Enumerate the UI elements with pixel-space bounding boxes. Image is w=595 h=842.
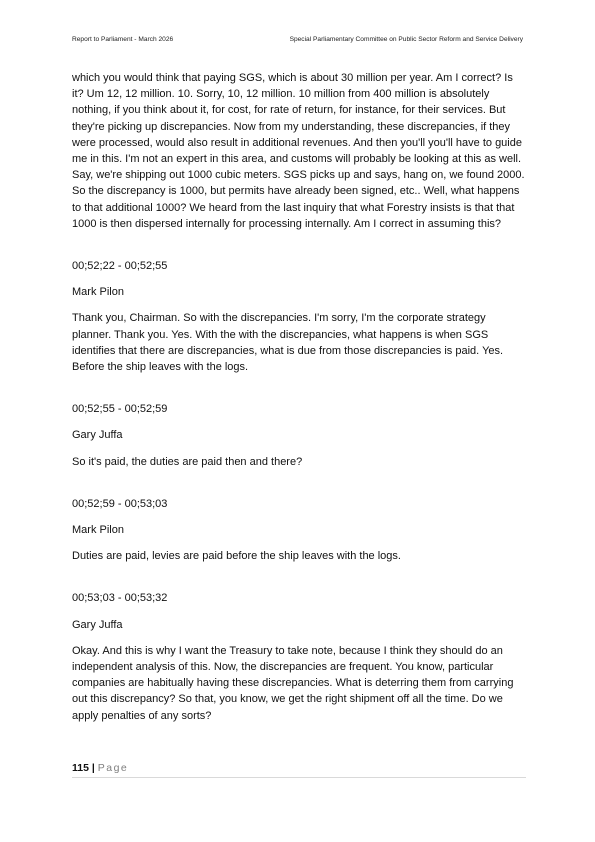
page-number: 115 [72, 762, 89, 774]
segment-4-text: Okay. And this is why I want the Treasury to take note, because I think they should do an independent analysis of this. Now, the discrepancies are frequent. You know, particular companies are habitually having these discrepancies. What is deterring them from carrying out this discrepancy? So that, you know, we get the right shipment off all the time. Do we apply penalties of any sorts? [72, 644, 514, 722]
footer-divider [72, 777, 526, 778]
running-header [72, 36, 523, 48]
page-word: Page [97, 762, 129, 774]
header-left-text: Report to Parliament - March 2026 [72, 36, 174, 43]
segment-1-timestamp: 00;52;22 - 00;52;55 [72, 260, 168, 273]
segment-3-text: Duties are paid, levies are paid before the ship leaves with the logs. [72, 550, 401, 563]
segment-3-speaker: Mark Pilon [72, 524, 124, 537]
segment-4-timestamp: 00;53;03 - 00;53;32 [72, 592, 168, 605]
intro-paragraph: which you would think that paying SGS, which is about 30 million per year. Am I correct? Is it? Um 12, 12 million. 10. Sorry, 10, 12 million. 10 million from 400 million is absolutely nothing, if you think about it, for cost, for rate of return, for instance, for their services. But they're picking up discrepancies. Now from my understanding, these discrepancies, if they were processed, would also result in additional revenues. And then you'll you'll have to guide me in this. I'm not an expert in this area, and customs will probably be looking at this as well. Say, we're shipping out 1000 cubic meters. SGS picks up and says, hang on, we found 2000. So the discrepancy is 1000, but permits have already been signed, etc.. Well, what happens to that additional 1000? We heard from the last inquiry that what Forestry insists is that that 1000 is then dispersed internally for processing internally. Am I correct in assuming this? [72, 72, 525, 230]
segment-2-text: So it's paid, the duties are paid then and there? [72, 455, 303, 468]
segment-3-timestamp: 00;52;59 - 00;53;03 [72, 497, 168, 510]
page-footer [72, 762, 526, 774]
segment-4-speaker: Gary Juffa [72, 618, 123, 631]
segment-2-timestamp: 00;52;55 - 00;52;59 [72, 403, 168, 416]
header-right-text: Special Parliamentary Committee on Public Sector Reform and Service Delivery [289, 36, 523, 43]
page-separator: | [88, 762, 98, 774]
segment-1-text: Thank you, Chairman. So with the discrepancies. I'm sorry, I'm the corporate strategy planner. Thank you. Yes. With the with the discrepancies, what happens is when SGS identifies that there are discrepancies, what is due from those discrepancies is paid. Yes. Before the ship leaves with the logs. [72, 312, 504, 374]
segment-2-speaker: Gary Juffa [72, 429, 123, 442]
segment-1-speaker: Mark Pilon [72, 286, 124, 299]
transcript-body [72, 70, 526, 724]
